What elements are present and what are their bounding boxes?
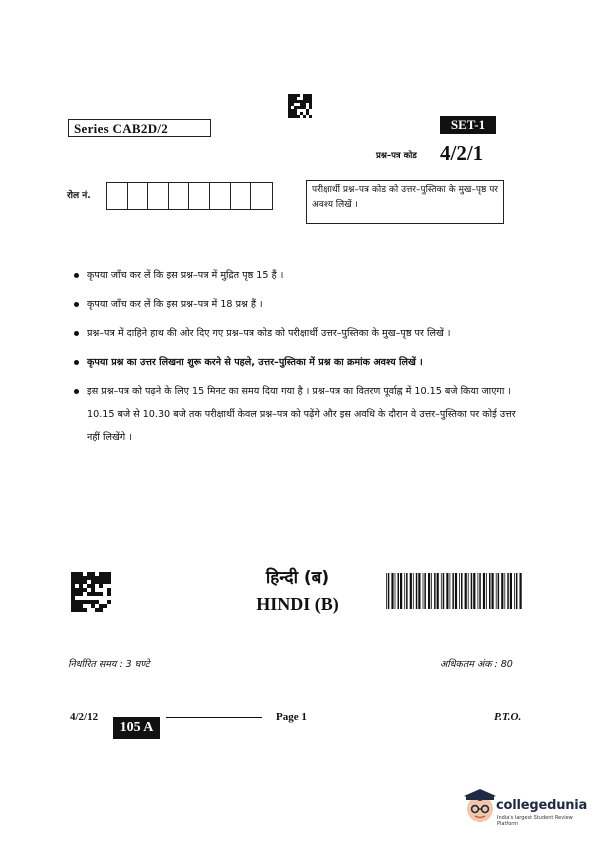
instruction-item	[66, 293, 516, 316]
series-label: Series CAB2D/2	[68, 119, 211, 137]
instruction-item	[66, 380, 516, 449]
roll-number-box[interactable]	[251, 183, 272, 209]
bullet-icon	[74, 273, 79, 278]
instructions-list	[66, 264, 516, 455]
instruction-item	[66, 322, 516, 345]
roll-number-box[interactable]	[210, 183, 231, 209]
instruction-item	[66, 264, 516, 287]
subject-title-hindi: हिन्दी (ब)	[265, 568, 330, 588]
footer-code: 4/2/12	[70, 711, 99, 723]
roll-number-box[interactable]	[107, 183, 128, 209]
watermark-tagline: India's largest Student Review Platform	[497, 815, 573, 827]
roll-number-box[interactable]	[148, 183, 169, 209]
subject-title-english: HINDI (B)	[256, 594, 339, 614]
instruction-text: प्रश्न–पत्र में दाहिने हाथ की ओर दिए गए प्रश्न–पत्र कोड को परीक्षार्थी उत्तर–पुस्तिका के मुख–पृष्ठ पर लिखें ।	[87, 328, 451, 339]
page-number: Page 1	[276, 711, 307, 723]
roll-number-box[interactable]	[169, 183, 190, 209]
bullet-icon	[74, 302, 79, 307]
please-turn-over: P.T.O.	[494, 711, 522, 723]
roll-number-box[interactable]	[128, 183, 149, 209]
roll-number-boxes[interactable]	[106, 182, 273, 210]
bullet-icon	[74, 389, 79, 394]
booklet-number: 105 A	[113, 717, 160, 739]
bullet-icon	[74, 331, 79, 336]
instruction-text: कृपया जाँच कर लें कि इस प्रश्न–पत्र में मुद्रित पृष्ठ 15 हैं ।	[87, 270, 284, 281]
barcode-icon	[386, 573, 524, 609]
roll-number-box[interactable]	[189, 183, 210, 209]
qr-code-icon	[288, 94, 312, 118]
instruction-text: कृपया प्रश्न का उत्तर लिखना शुरू करने से पहले, उत्तर–पुस्तिका में प्रश्न का क्रमांक अवश्य लिखें ।	[87, 357, 423, 368]
candidate-note: परीक्षार्थी प्रश्न–पत्र कोड को उत्तर–पुस्तिका के मुख–पृष्ठ पर अवश्य लिखें ।	[306, 180, 504, 224]
instruction-text: इस प्रश्न–पत्र को पढ़ने के लिए 15 मिनट का समय दिया गया है । प्रश्न–पत्र का वितरण पूर्वाह्न में 10.15 बजे किया जाएगा । 10.15 बजे से 10.30 बजे तक परीक्षार्थी केवल प्रश्न–पत्र को पढ़ेंगे और इस अवधि के दौरान वे उत्तर–पुस्तिका पर कोई उत्तर नहीं लिखेंगे ।	[87, 386, 516, 443]
instruction-item	[66, 351, 516, 374]
watermark-brand: collegedunia	[496, 798, 588, 813]
instruction-text: कृपया जाँच कर लें कि इस प्रश्न–पत्र में 18 प्रश्न हैं ।	[87, 299, 263, 310]
set-badge: SET-1	[440, 116, 496, 134]
question-paper-code-label: प्रश्न–पत्र कोड	[376, 151, 417, 161]
maximum-marks: अधिकतम अंक : 80	[440, 659, 513, 670]
roll-number-box[interactable]	[231, 183, 252, 209]
bullet-icon	[74, 360, 79, 365]
roll-number-label: रोल नं.	[67, 191, 91, 201]
time-allowed: निर्धारित समय : 3 घण्टे	[68, 659, 150, 670]
footer-rule	[166, 717, 262, 718]
qr-code-icon	[71, 572, 111, 612]
question-paper-code: 4/2/1	[440, 141, 484, 165]
